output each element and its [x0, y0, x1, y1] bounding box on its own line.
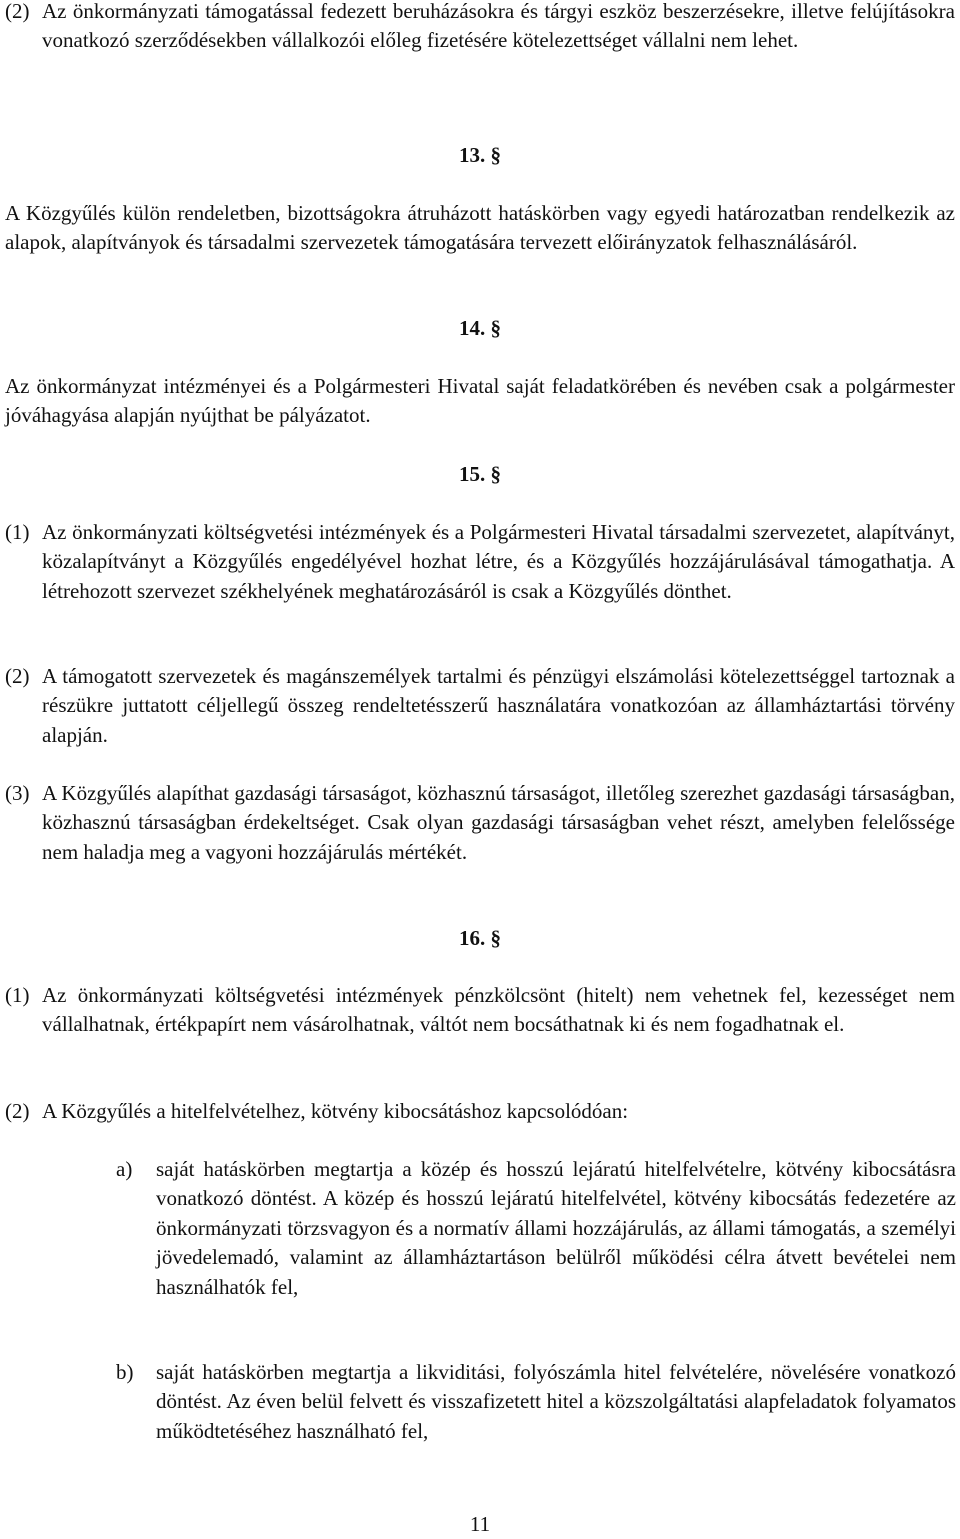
paragraph-15-3 — [5, 779, 955, 867]
section-sign-icon: § — [490, 462, 501, 486]
paragraph-text: A Közgyűlés a hitelfelvételhez, kötvény kibocsátáshoz kapcsolódóan: — [42, 1099, 629, 1123]
section-sign-icon: § — [490, 926, 501, 950]
paragraph-number: (2) — [5, 1099, 30, 1123]
paragraph-text: Az önkormányzati költségvetési intézmények és a Polgármesteri Hivatal társadalmi szervezetet, alapítványt, közalapítványt a Közgyűlés engedélyével hozhat létre, és a Közgyűlés hozzájárulásával támogathatja. A létrehozott szervezet székhelyének meghatározásáról is csak a Közgyűlés dönthet. — [42, 520, 955, 603]
paragraph-text: A támogatott szervezetek és magánszemélyek tartalmi és pénzügyi elszámolási kötelezettséggel tartoznak a részükre juttatott céljellegű összeg rendeltetésszerű használatára vonatkozóan az államháztartási törvény alapján. — [42, 664, 955, 747]
section-heading-14 — [0, 314, 960, 343]
paragraph-number: (2) — [5, 0, 30, 23]
section-number: 15. — [459, 462, 486, 486]
paragraph-15-1 — [5, 518, 955, 606]
paragraph-text: Az önkormányzati költségvetési intézmények pénzkölcsönt (hitelt) nem vehetnek fel, kezességet nem vállalhatnak, értékpapírt nem vásárolhatnak, váltót nem bocsáthatnak ki és nem fogadhatnak el. — [42, 983, 955, 1037]
paragraph-number: (1) — [5, 983, 30, 1007]
paragraph-12-2 — [5, 0, 955, 56]
paragraph-16-2 — [5, 1097, 955, 1126]
section-number: 13. — [459, 143, 486, 167]
list-item-text: saját hatáskörben megtartja a közép és hosszú lejáratú hitelfelvételre, kötvény kibocsátásra vonatkozó döntést. A közép és hosszú lejáratú hitelfelvétel, kötvény kibocsátás fedezetére az önkormányzati törzsvagyon és a normatív állami hozzájárulás, az állami támogatás, a személyi jövedelemadó, valamint az államháztartáson belülről működési célra átvett bevételei nem használhatók fel, — [156, 1157, 956, 1299]
list-item-b — [116, 1358, 956, 1446]
paragraph-number: (1) — [5, 520, 30, 544]
list-item-marker: b) — [116, 1360, 134, 1384]
section-heading-16 — [0, 924, 960, 953]
section-number: 16. — [459, 926, 486, 950]
paragraph-number: (3) — [5, 781, 30, 805]
paragraph-16-1 — [5, 981, 955, 1040]
section-sign-icon: § — [490, 143, 501, 167]
paragraph-number: (2) — [5, 664, 30, 688]
section-heading-15 — [0, 460, 960, 489]
section-number: 14. — [459, 316, 486, 340]
list-item-a — [116, 1155, 956, 1302]
paragraph-14: Az önkormányzat intézményei és a Polgármesteri Hivatal saját feladatkörében és nevében csak a polgármester jóváhagyása alapján nyújthat be pályázatot. — [5, 374, 955, 428]
paragraph-13: A Közgyűlés külön rendeletben, bizottságokra átruházott hatáskörben vagy egyedi határozatban rendelkezik az alapok, alapítványok és társadalmi szervezetek támogatására tervezett előirányzatok felhasználásáról. — [5, 201, 955, 255]
list-item-marker: a) — [116, 1157, 133, 1181]
paragraph-text: A Közgyűlés alapíthat gazdasági társaságot, közhasznú társaságot, illetőleg szerezhet gazdasági társaságban, közhasznú társaságban érdekeltséget. Csak olyan gazdasági társaságban vehet részt, amelyben felelőssége nem haladja meg a vagyoni hozzájárulás mértékét. — [42, 781, 955, 864]
section-sign-icon: § — [490, 316, 501, 340]
paragraph-text: Az önkormányzati támogatással fedezett beruházásokra és tárgyi eszköz beszerzésekre, illetve felújításokra vonatkozó szerződésekben vállalkozói előleg fizetésére kötelezettséget vállalni nem lehet. — [42, 0, 955, 53]
page-number: 11 — [469, 1512, 491, 1536]
section-heading-13 — [0, 141, 960, 170]
paragraph-15-2 — [5, 662, 955, 750]
list-item-text: saját hatáskörben megtartja a likviditási, folyószámla hitel felvételére, növelésére vonatkozó döntést. Az éven belül felvett és visszafizetett hitel a közszolgáltatási alapfeladatok folyamatos működtetéséhez használható fel, — [156, 1360, 956, 1443]
